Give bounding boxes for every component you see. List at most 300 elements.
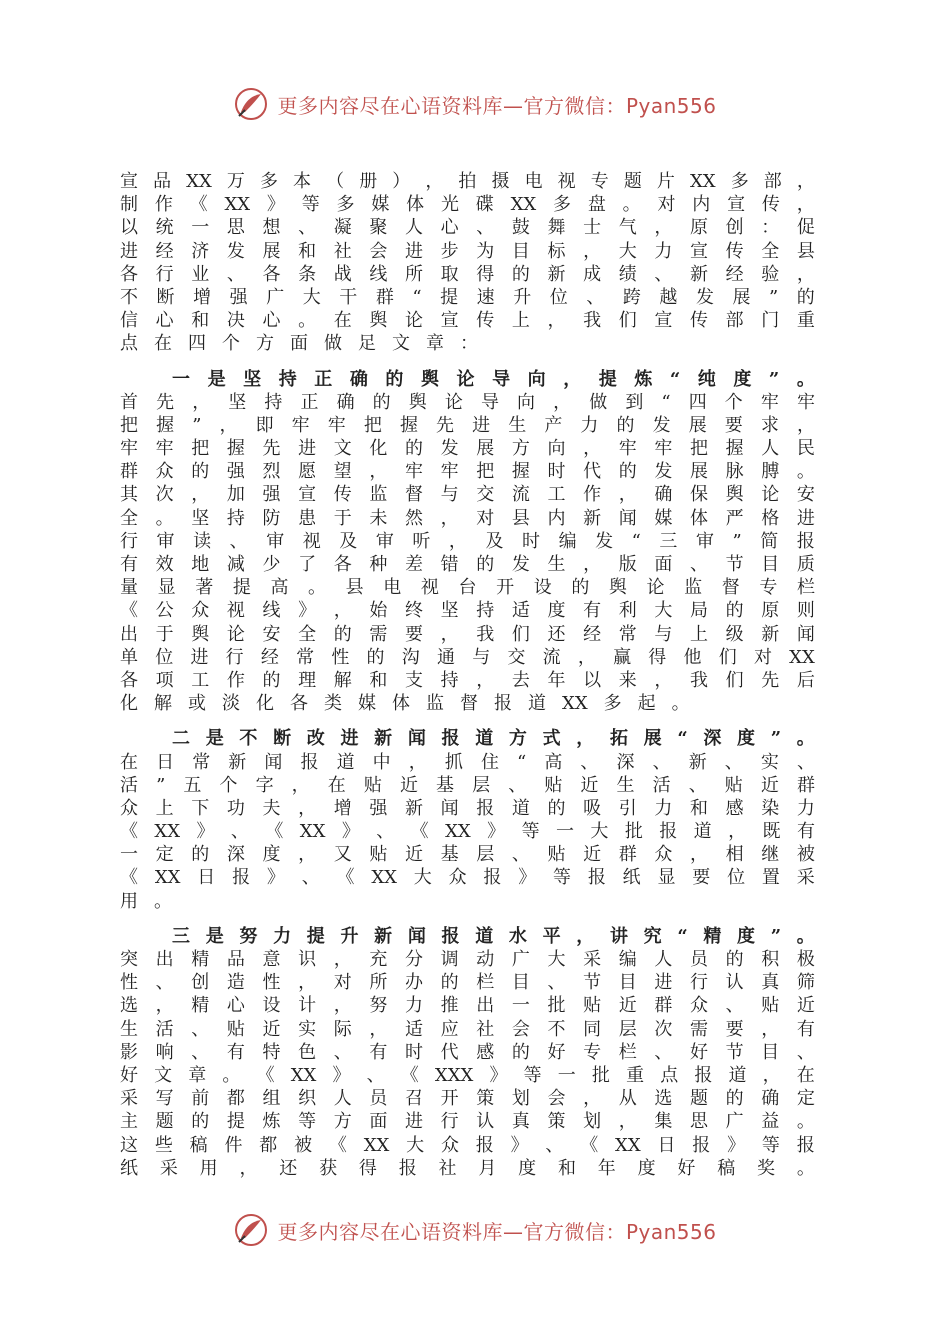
glyph: 片 [656,171,675,192]
glyph: 心 [155,310,174,332]
glyph: 大 [406,1134,425,1156]
glyph: 四 [188,333,206,355]
header-banner [0,84,950,124]
glyph: 的 [547,797,566,819]
glyph: 文 [333,438,352,460]
glyph: 监 [684,577,703,599]
glyph: 既 [762,821,781,843]
text-line [120,797,815,820]
glyph: 个 [724,391,743,413]
glyph: 拍 [458,171,477,192]
glyph: 种 [369,554,388,575]
glyph: 活 [155,1018,174,1040]
glyph: 各 [120,263,138,285]
glyph: 影 [120,1041,138,1063]
glyph: ： [460,333,478,355]
section-heading [120,727,815,750]
glyph: 册 [359,171,378,192]
glyph: 决 [226,310,245,332]
glyph: 目 [511,240,530,262]
glyph: 展 [476,438,495,460]
glyph: 得 [648,646,667,668]
glyph: 牢 [796,391,815,413]
glyph: 积 [761,949,780,970]
glyph: 先 [156,391,175,413]
glyph: 项 [155,669,174,691]
glyph: 性 [120,972,138,994]
text-line [120,774,815,797]
glyph: 适 [405,1018,423,1040]
glyph: 理 [298,669,317,691]
glyph: 确 [336,391,355,413]
glyph: 划 [583,1111,602,1133]
glyph: 的 [372,391,391,413]
glyph: 感 [725,797,744,819]
text-line [120,286,815,309]
glyph: 究 [643,925,662,947]
glyph: 断 [273,728,292,750]
glyph: 的 [191,1111,210,1133]
glyph: 导 [480,391,499,413]
glyph: 绩 [618,263,637,285]
glyph: ， [654,669,673,691]
glyph: 、 [725,995,744,1017]
glyph: 、 [654,263,673,285]
glyph: 在 [120,751,138,773]
glyph: 闻 [264,751,283,773]
glyph: 化 [369,438,388,460]
glyph: 出 [120,623,138,645]
glyph: 上 [690,623,708,645]
glyph: 提 [232,577,251,599]
glyph: 上 [155,797,174,819]
glyph: 贴 [724,774,743,796]
glyph: 坚 [191,507,210,529]
glyph: 报 [694,1064,713,1086]
glyph: 提 [226,1111,245,1133]
glyph: 纸 [622,867,641,889]
glyph: 、 [796,1041,815,1063]
glyph: 被 [796,844,815,866]
glyph: ， [333,995,352,1017]
glyph: 推 [440,995,459,1017]
glyph: 道 [528,693,546,715]
glyph: 办 [405,972,423,994]
glyph: 进 [654,972,673,994]
glyph: 常 [618,623,637,645]
glyph: ， [563,368,582,390]
glyph: 得 [358,1157,377,1179]
glyph: 专 [590,171,609,192]
glyph: 安 [262,623,281,645]
glyph: 到 [625,391,644,413]
glyph: 性 [262,972,281,994]
glyph: 对 [476,507,495,529]
glyph: 督 [721,577,740,599]
glyph: 行 [120,530,138,552]
glyph: 速 [476,286,495,308]
glyph: 一 [172,368,190,390]
glyph: 《 [120,600,138,622]
glyph: 纯 [697,368,716,390]
glyph: 会 [511,1018,530,1040]
glyph: 分 [405,949,423,970]
glyph: ” [156,774,166,796]
glyph: 类 [324,693,342,715]
glyph: 点 [120,333,138,355]
glyph: 道 [475,728,494,750]
glyph: 各 [290,693,308,715]
glyph: 报 [659,821,678,843]
glyph: 会 [547,1088,566,1110]
glyph: 公 [155,600,174,622]
glyph: 识 [298,949,317,970]
text-line [120,890,815,913]
glyph: 高 [270,577,289,599]
glyph: 发 [511,554,530,575]
glyph: 经 [260,646,279,668]
glyph: 导 [492,368,511,390]
glyph: 流 [542,646,561,668]
glyph: 《 [120,867,138,889]
glyph: 改 [306,728,325,750]
glyph: 做 [589,391,608,413]
glyph: 取 [440,263,459,285]
glyph: 牢 [327,414,346,436]
glyph: 奖 [757,1157,775,1179]
text-line [120,727,815,750]
glyph: 的 [725,600,744,622]
footer-banner [0,1210,950,1250]
glyph: 持 [264,391,283,413]
glyph: 新 [547,263,566,285]
glyph: 士 [583,217,602,239]
glyph: ， [333,949,352,970]
glyph: 与 [654,623,673,645]
pen-logo-icon [233,1212,269,1248]
glyph: 少 [262,554,281,575]
glyph: 常 [192,751,211,773]
glyph: 度 [737,728,756,750]
glyph: 文 [154,1064,173,1086]
glyph: 牢 [618,438,637,460]
glyph: 。 [796,461,815,483]
glyph: 策 [476,1088,495,1110]
glyph: 批 [591,1064,610,1086]
glyph: 闻 [618,507,637,529]
text-line [120,216,815,239]
glyph: 多 [553,194,572,216]
glyph: 舆 [608,577,627,599]
text-line [120,576,815,599]
glyph: 创 [725,217,744,239]
glyph: 新 [690,263,708,285]
text-line [120,1134,815,1157]
glyph: 众 [654,844,673,866]
glyph: 众 [440,1134,459,1156]
glyph: 以 [583,669,602,691]
glyph: 新 [583,507,602,529]
glyph: 选 [654,1088,673,1110]
glyph: 大 [618,240,637,262]
glyph: 保 [690,484,708,506]
glyph: 进 [796,507,815,529]
glyph: ” [732,530,742,552]
glyph: ， [576,925,595,947]
glyph: 闻 [407,728,426,750]
glyph: 努 [239,925,258,947]
glyph: 》 [518,867,537,889]
glyph: 先 [436,414,455,436]
glyph: 一 [555,821,574,843]
glyph: 原 [761,600,780,622]
glyph: 的 [333,623,352,645]
glyph: 开 [440,1088,459,1110]
glyph: 把 [690,438,708,460]
glyph: 多 [730,171,749,192]
glyph: 显 [157,577,176,599]
glyph: 思 [690,1111,708,1133]
glyph: 始 [369,600,388,622]
glyph: XX [789,646,815,668]
glyph: 《 [256,1064,275,1086]
glyph: 发 [595,530,614,552]
glyph: 在 [327,774,346,796]
glyph: 行 [225,646,244,668]
glyph: 》 [341,821,360,843]
glyph: 》 [510,1134,529,1156]
text-line [120,669,815,692]
glyph: 战 [333,263,352,285]
glyph: 化 [120,693,138,715]
glyph: 前 [191,1088,210,1110]
glyph: 基 [436,774,455,796]
glyph: 舆 [408,391,427,413]
glyph: 新 [688,751,707,773]
glyph: 》 [489,1064,508,1086]
glyph: 面 [290,333,308,355]
glyph: 想 [262,217,281,239]
glyph: 严 [725,507,744,529]
glyph: 度 [737,925,756,947]
text-line [120,240,815,263]
glyph: 增 [333,797,352,819]
glyph: ， [583,1088,602,1110]
glyph: 握 [725,438,744,460]
glyph: 求 [760,414,779,436]
glyph: XXX [434,1064,474,1086]
glyph: 近 [399,774,418,796]
glyph: 升 [340,925,359,947]
glyph: 沟 [401,646,420,668]
glyph: 广 [266,286,285,308]
glyph: ， [298,844,317,866]
glyph: 减 [226,554,245,575]
glyph: 的 [571,577,590,599]
glyph: 传 [690,310,708,332]
glyph: 都 [259,1134,278,1156]
glyph: 写 [155,1088,174,1110]
glyph: 开 [496,577,515,599]
glyph: 媒 [371,194,390,216]
glyph: 产 [544,414,563,436]
glyph: 力 [796,797,815,819]
glyph: ， [219,414,238,436]
glyph: 传 [725,240,744,262]
glyph: 层 [476,844,495,866]
glyph: 际 [333,1018,352,1040]
glyph: 、 [724,751,743,773]
glyph: 进 [405,1111,423,1133]
glyph: ， [192,391,211,413]
glyph: 适 [511,600,530,622]
glyph: 论 [444,391,463,413]
text-line [120,309,815,332]
paragraph [120,948,815,1180]
glyph: 各 [120,669,138,691]
glyph: 流 [511,484,530,506]
glyph: 社 [438,1157,457,1179]
glyph: 织 [298,1088,317,1110]
glyph: ， [654,217,673,239]
glyph: 验 [761,263,780,285]
glyph: 等 [521,821,540,843]
glyph: 越 [659,286,678,308]
glyph: 众 [155,461,174,483]
glyph: 多 [336,194,355,216]
glyph: 审 [695,530,714,552]
glyph: 的 [725,1088,744,1110]
glyph: 的 [725,949,744,970]
glyph: 们 [718,646,737,668]
glyph: 讲 [609,925,628,947]
glyph: 《 [120,821,138,843]
glyph: 宣 [120,171,138,192]
glyph: 。 [308,577,327,599]
glyph: 功 [226,797,245,819]
glyph: 度 [637,1157,656,1179]
glyph: 牢 [291,414,310,436]
glyph: ， [369,461,388,483]
glyph: 量 [120,577,138,599]
text-line [120,843,815,866]
glyph: 方 [333,1111,352,1133]
glyph: 舞 [547,217,566,239]
glyph: 三 [172,925,190,947]
text-line [120,646,815,669]
text-line [120,1110,815,1133]
text-line [120,332,815,355]
glyph: 步 [440,240,459,262]
glyph: 要 [725,1018,744,1040]
glyph: 批 [547,995,566,1017]
glyph: 成 [583,263,602,285]
glyph: 众 [191,600,210,622]
glyph: 牢 [440,461,459,483]
glyph: 级 [725,623,744,645]
glyph: 生 [508,414,527,436]
glyph: 盘 [587,194,606,216]
glyph: 广 [511,949,530,970]
glyph: 都 [226,1088,245,1110]
glyph: 门 [761,310,780,332]
glyph: 有 [226,1041,245,1063]
glyph: 生 [616,774,635,796]
glyph: 赢 [613,646,632,668]
glyph: 采 [159,1157,178,1179]
glyph: 采 [796,867,815,889]
glyph: 跨 [622,286,641,308]
text-line [120,263,815,286]
glyph: 新 [374,728,393,750]
glyph: 人 [405,217,423,239]
glyph: 强 [229,286,248,308]
glyph: 字 [255,774,274,796]
glyph: “ [412,286,422,308]
glyph: 传 [476,310,495,332]
text-line [120,599,815,622]
glyph: 的 [440,972,459,994]
glyph: 众 [690,995,708,1017]
glyph: 贴 [363,774,382,796]
glyph: 节 [725,554,744,575]
glyph: 文 [392,333,410,355]
glyph: 、 [690,554,708,575]
glyph: 正 [300,391,319,413]
glyph: 视 [420,577,439,599]
glyph: ， [298,972,317,994]
glyph: 和 [690,797,708,819]
glyph: 支 [405,669,423,691]
glyph: 日 [657,1134,676,1156]
glyph: 闻 [407,925,426,947]
glyph: 深 [703,728,722,750]
glyph: 气 [618,217,637,239]
glyph: 发 [654,461,673,483]
glyph: 召 [405,1088,423,1110]
glyph: 有 [796,1018,815,1040]
glyph: 报 [494,693,512,715]
glyph: 新 [405,797,423,819]
glyph: 社 [476,1018,495,1040]
glyph: 督 [460,693,478,715]
glyph: 从 [618,1088,637,1110]
glyph: 、 [654,1041,673,1063]
glyph: 节 [583,972,602,994]
glyph: 闻 [796,623,815,645]
glyph: 效 [155,554,174,575]
glyph: 视 [226,600,245,622]
glyph: 的 [262,669,281,691]
glyph: 稿 [717,1157,736,1179]
glyph: ， [690,844,708,866]
glyph: 。 [298,310,317,332]
glyph: 宣 [654,310,673,332]
glyph: 安 [796,484,815,506]
glyph: 解 [154,693,172,715]
text-line [120,553,815,576]
glyph: 意 [262,949,281,970]
paragraph-gap [120,715,815,727]
glyph: 牢 [155,438,174,460]
glyph: 和 [557,1157,576,1179]
glyph: 划 [511,1088,530,1110]
glyph: 中 [372,751,391,773]
glyph: 业 [191,263,210,285]
glyph: ， [440,507,459,529]
glyph: 坚 [228,391,247,413]
glyph: 、 [226,263,245,285]
